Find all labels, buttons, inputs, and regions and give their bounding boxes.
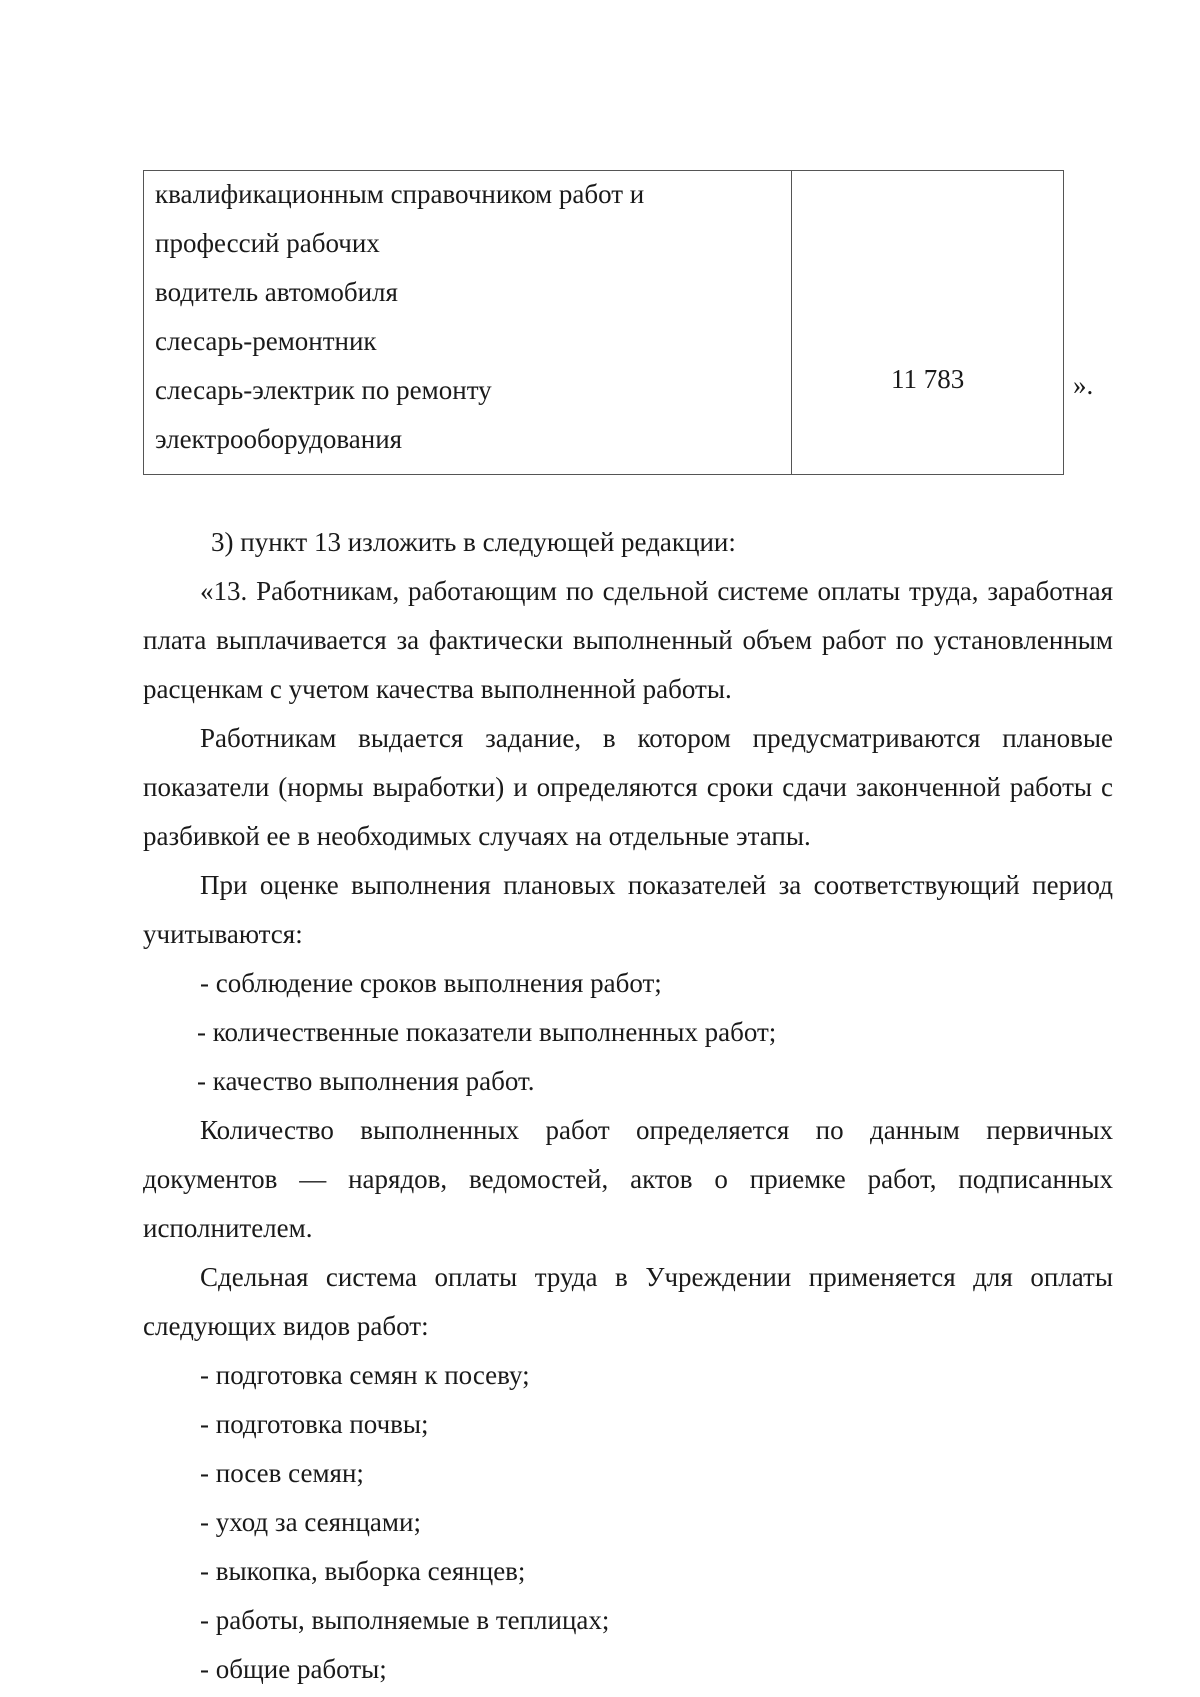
- paragraph-piecework: Сдельная система оплаты труда в Учреждении применяется для оплаты следующих видов работ:: [143, 1262, 1113, 1341]
- description-line: слесарь-электрик по ремонту: [155, 375, 492, 405]
- description-line: профессий рабочих: [155, 228, 380, 258]
- description-line: слесарь-ремонтник: [155, 326, 377, 356]
- paragraph-clause-13: «13. Работникам, работающим по сдельной системе оплаты труда, заработная плата выплачивается за фактически выполненный объем работ по установленным расценкам с учетом качества выполненной работы.: [143, 576, 1113, 704]
- description-line: электрооборудования: [155, 424, 403, 454]
- list-item: - подготовка почвы;: [200, 1409, 429, 1439]
- document-body: [143, 518, 1113, 1694]
- table-row: [144, 171, 1064, 475]
- list-item: - уход за сеянцами;: [200, 1507, 421, 1537]
- list-item: - работы, выполняемые в теплицах;: [200, 1605, 610, 1635]
- list-item: - общие работы;: [200, 1654, 387, 1684]
- paragraph-quantity: Количество выполненных работ определяется по данным первичных документов — нарядов, ведомостей, актов о приемке работ, подписанных исполнителем.: [143, 1115, 1113, 1243]
- paragraph-amendment: 3) пункт 13 изложить в следующей редакции:: [211, 527, 736, 557]
- paragraph-task: Работникам выдается задание, в котором предусматриваются плановые показатели (нормы выработки) и определяются сроки сдачи законченной работы с разбивкой ее в необходимых случаях на отдельные этапы.: [143, 723, 1113, 851]
- list-item: - соблюдение сроков выполнения работ;: [200, 968, 662, 998]
- salary-table-container: [143, 170, 1064, 475]
- description-line: квалификационным справочником работ и: [155, 179, 645, 209]
- list-item: - количественные показатели выполненных работ;: [197, 1017, 777, 1047]
- list-item: - выкопка, выборка сеянцев;: [200, 1556, 526, 1586]
- salary-value: 11 783: [891, 364, 965, 394]
- list-item: - подготовка семян к посеву;: [200, 1360, 530, 1390]
- list-item: - качество выполнения работ.: [197, 1066, 535, 1096]
- position-description-cell: [144, 171, 792, 475]
- list-item: - посев семян;: [200, 1458, 364, 1488]
- paragraph-assessment: При оценке выполнения плановых показателей за соответствующий период учитываются:: [143, 870, 1113, 949]
- salary-value-cell: [792, 171, 1064, 475]
- closing-quote: ».: [1073, 370, 1094, 400]
- description-line: водитель автомобиля: [155, 277, 398, 307]
- salary-table: [143, 170, 1064, 475]
